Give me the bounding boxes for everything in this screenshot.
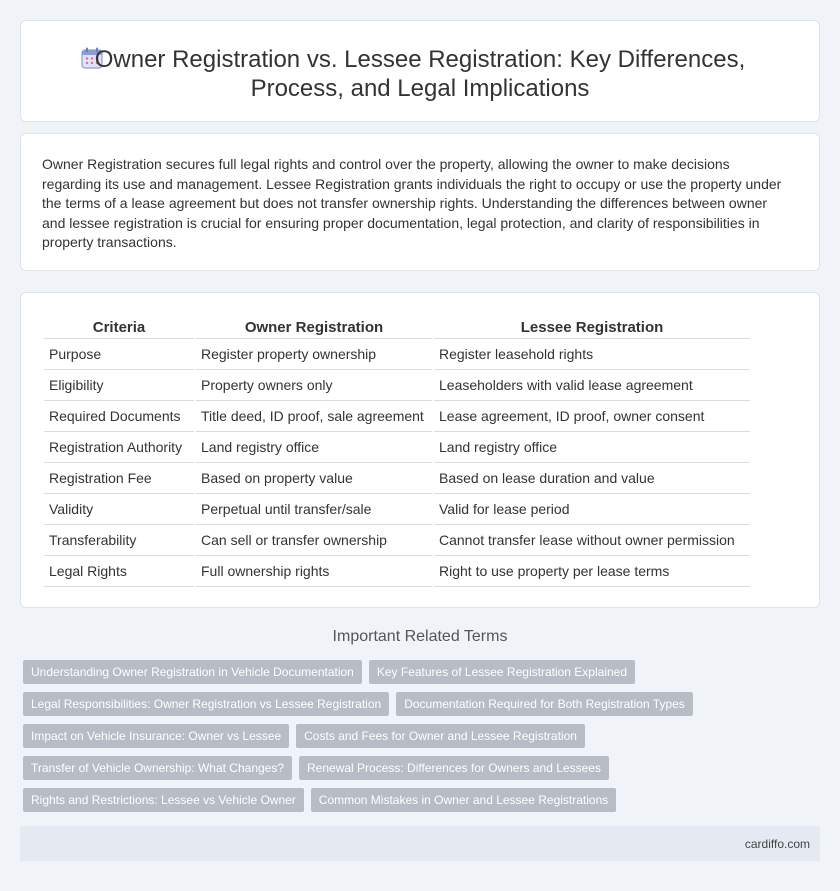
comparison-table-card — [20, 292, 820, 608]
table-cell: Based on lease duration and value — [434, 463, 750, 494]
page-title — [21, 45, 819, 103]
intro-paragraph: Owner Registration secures full legal rights and control over the property, allowing the owner to make decisions regarding its use and management. Lessee Registration grants individuals the right to occupy or use the property under the terms of a lease agreement but does not transfer ownership rights. Understanding the differences between owner and lessee registration is crucial for ensuring proper documentation, legal protection, and clarity of responsibilities in property transactions. — [42, 156, 782, 251]
related-term-link[interactable]: Impact on Vehicle Insurance: Owner vs Lessee — [23, 724, 289, 748]
related-term-link[interactable]: Key Features of Lessee Registration Explained — [369, 660, 635, 684]
related-terms-heading: Important Related Terms — [332, 628, 508, 645]
footer-site-link[interactable]: cardiffo.com — [744, 837, 810, 851]
comparison-table — [42, 317, 752, 587]
table-cell: Land registry office — [434, 432, 750, 463]
table-row — [44, 463, 750, 494]
table-cell: Legal Rights — [44, 556, 194, 587]
table-cell: Validity — [44, 494, 194, 525]
table-cell: Registration Authority — [44, 432, 194, 463]
table-cell: Register property ownership — [196, 339, 432, 370]
table-row — [44, 556, 750, 587]
related-term-link[interactable]: Costs and Fees for Owner and Lessee Registration — [296, 724, 585, 748]
table-cell: Register leasehold rights — [434, 339, 750, 370]
table-cell: Perpetual until transfer/sale — [196, 494, 432, 525]
header-card — [20, 20, 820, 122]
table-row — [44, 494, 750, 525]
related-term-link[interactable]: Documentation Required for Both Registration Types — [396, 692, 693, 716]
table-row — [44, 432, 750, 463]
table-cell: Property owners only — [196, 370, 432, 401]
related-term-link[interactable]: Understanding Owner Registration in Vehicle Documentation — [23, 660, 362, 684]
table-cell: Full ownership rights — [196, 556, 432, 587]
column-header-owner: Owner Registration — [196, 317, 432, 339]
table-cell: Lease agreement, ID proof, owner consent — [434, 401, 750, 432]
intro-card — [20, 133, 820, 271]
table-cell: Title deed, ID proof, sale agreement — [196, 401, 432, 432]
table-row — [44, 339, 750, 370]
page-title-line2: Process, and Legal Implications — [250, 75, 590, 102]
table-cell: Based on property value — [196, 463, 432, 494]
table-cell: Land registry office — [196, 432, 432, 463]
page-title-line1: Owner Registration vs. Lessee Registration: Key Differences, — [94, 46, 746, 73]
table-cell: Valid for lease period — [434, 494, 750, 525]
footer — [20, 826, 820, 861]
related-term-link[interactable]: Transfer of Vehicle Ownership: What Changes? — [23, 756, 292, 780]
table-cell: Right to use property per lease terms — [434, 556, 750, 587]
related-term-link[interactable]: Legal Responsibilities: Owner Registration vs Lessee Registration — [23, 692, 389, 716]
table-cell: Purpose — [44, 339, 194, 370]
table-row — [44, 525, 750, 556]
column-header-criteria: Criteria — [44, 317, 194, 339]
table-row — [44, 370, 750, 401]
table-row — [44, 401, 750, 432]
table-cell: Eligibility — [44, 370, 194, 401]
table-cell: Can sell or transfer ownership — [196, 525, 432, 556]
table-cell: Cannot transfer lease without owner permission — [434, 525, 750, 556]
related-term-link[interactable]: Renewal Process: Differences for Owners and Lessees — [299, 756, 609, 780]
column-header-lessee: Lessee Registration — [434, 317, 750, 339]
table-cell: Required Documents — [44, 401, 194, 432]
table-cell: Transferability — [44, 525, 194, 556]
related-terms-list — [23, 660, 813, 812]
table-cell: Leaseholders with valid lease agreement — [434, 370, 750, 401]
table-header-row — [44, 317, 750, 339]
table-cell: Registration Fee — [44, 463, 194, 494]
related-term-link[interactable]: Rights and Restrictions: Lessee vs Vehicle Owner — [23, 788, 304, 812]
related-term-link[interactable]: Common Mistakes in Owner and Lessee Registrations — [311, 788, 616, 812]
